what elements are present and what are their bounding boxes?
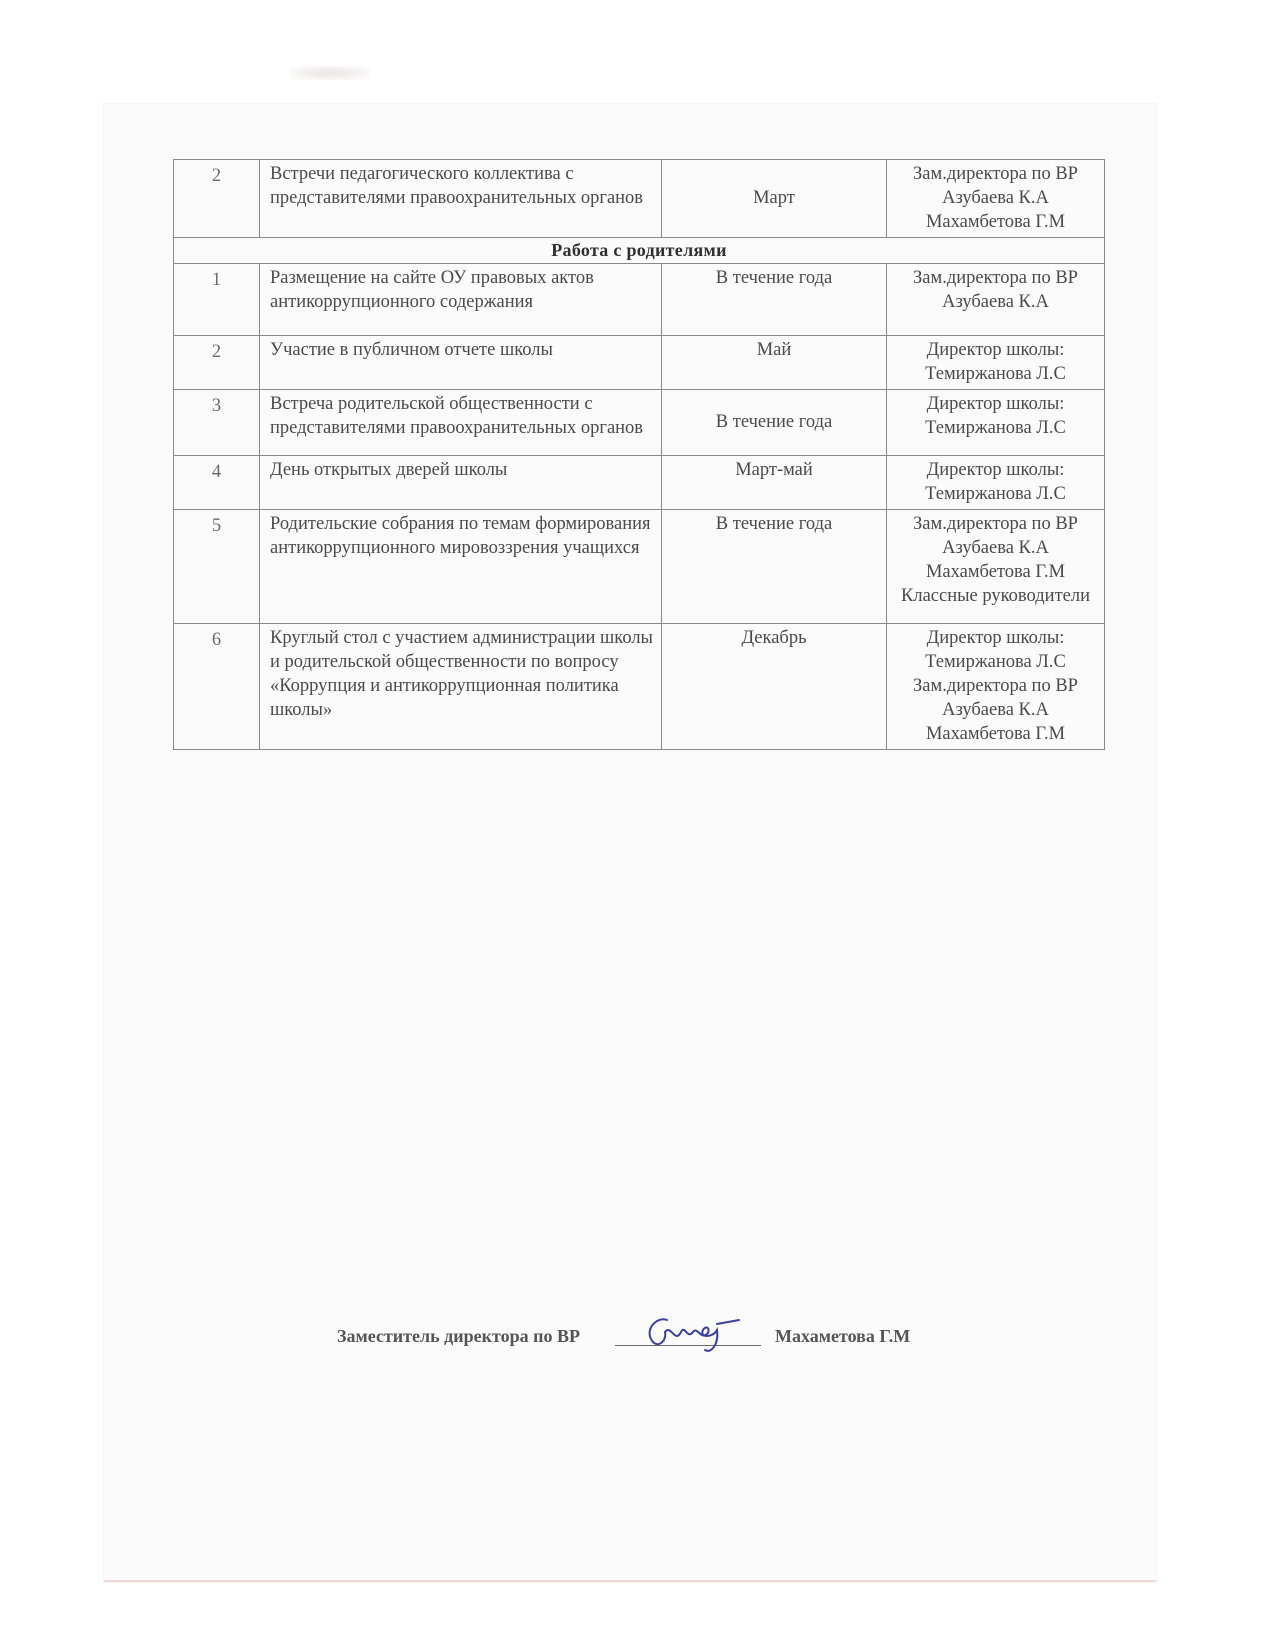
event-description: Участие в публичном отчете школы — [260, 336, 662, 390]
responsible-line: Азубаева К.А — [942, 292, 1049, 312]
signer-name: Махаметова Г.М — [775, 1326, 911, 1346]
activity-plan-body — [174, 160, 1105, 750]
signature-block — [337, 1318, 977, 1358]
responsible-line: Директор школы: — [926, 460, 1065, 480]
responsible-line: Зам.директора по ВР — [913, 268, 1078, 288]
responsible-line: Махамбетова Г.М — [925, 562, 1066, 582]
event-description: Встречи педагогического коллектива с представителями правоохранительных органов — [260, 160, 662, 238]
responsible-line: Зам.директора по ВР — [913, 514, 1078, 534]
responsible-persons — [887, 624, 1105, 750]
row-number: 1 — [174, 264, 260, 336]
row-number: 5 — [174, 510, 260, 624]
table-row — [174, 264, 1105, 336]
responsible-line: Зам.директора по ВР — [913, 676, 1078, 696]
event-description: Встреча родительской общественности с представителями правоохранительных органов — [260, 390, 662, 456]
handwritten-signature — [637, 1310, 747, 1356]
row-number: 4 — [174, 456, 260, 510]
responsible-line: Директор школы: — [926, 340, 1065, 360]
responsible-line: Темиржанова Л.С — [925, 652, 1066, 672]
responsible-line: Азубаева К.А — [942, 188, 1049, 208]
responsible-line: Темиржанова Л.С — [925, 364, 1066, 384]
table-row — [174, 510, 1105, 624]
responsible-persons — [887, 390, 1105, 456]
responsible-line: Темиржанова Л.С — [925, 484, 1066, 504]
responsible-persons — [887, 336, 1105, 390]
signer-role: Заместитель директора по ВР — [337, 1326, 580, 1346]
row-number: 2 — [174, 160, 260, 238]
section-title: Работа с родителями — [174, 238, 1105, 264]
responsible-line: Темиржанова Л.С — [925, 418, 1066, 438]
event-date: Май — [662, 336, 887, 390]
scan-smudge — [290, 66, 370, 80]
responsible-line: Махамбетова Г.М — [925, 212, 1066, 232]
event-date: В течение года — [662, 390, 887, 456]
responsible-line: Махамбетова Г.М — [925, 724, 1066, 744]
responsible-line: Директор школы: — [926, 394, 1065, 414]
responsible-line: Азубаева К.А — [942, 700, 1049, 720]
table-row — [174, 624, 1105, 750]
responsible-persons — [887, 510, 1105, 624]
row-number: 3 — [174, 390, 260, 456]
table-row — [174, 456, 1105, 510]
table-row — [174, 336, 1105, 390]
responsible-persons — [887, 264, 1105, 336]
section-row — [174, 238, 1105, 264]
table-row — [174, 390, 1105, 456]
event-date: Март — [662, 160, 887, 238]
responsible-persons — [887, 160, 1105, 238]
event-date: Март-май — [662, 456, 887, 510]
event-description: Размещение на сайте ОУ правовых актов антикоррупционного содержания — [260, 264, 662, 336]
table-row — [174, 160, 1105, 238]
activity-plan-table — [173, 159, 1105, 750]
responsible-line: Директор школы: — [926, 628, 1065, 648]
responsible-line: Азубаева К.А — [942, 538, 1049, 558]
event-date: Декабрь — [662, 624, 887, 750]
responsible-line: Классные руководители — [901, 586, 1090, 606]
responsible-persons — [887, 456, 1105, 510]
event-date: В течение года — [662, 264, 887, 336]
event-description: День открытых дверей школы — [260, 456, 662, 510]
event-date: В течение года — [662, 510, 887, 624]
row-number: 6 — [174, 624, 260, 750]
event-description: Круглый стол с участием администрации школы и родительской общественности по вопросу «Коррупция и антикоррупционная политика школы» — [260, 624, 662, 750]
event-description: Родительские собрания по темам формирования антикоррупционного мировоззрения учащихся — [260, 510, 662, 624]
row-number: 2 — [174, 336, 260, 390]
responsible-line: Зам.директора по ВР — [913, 164, 1078, 184]
